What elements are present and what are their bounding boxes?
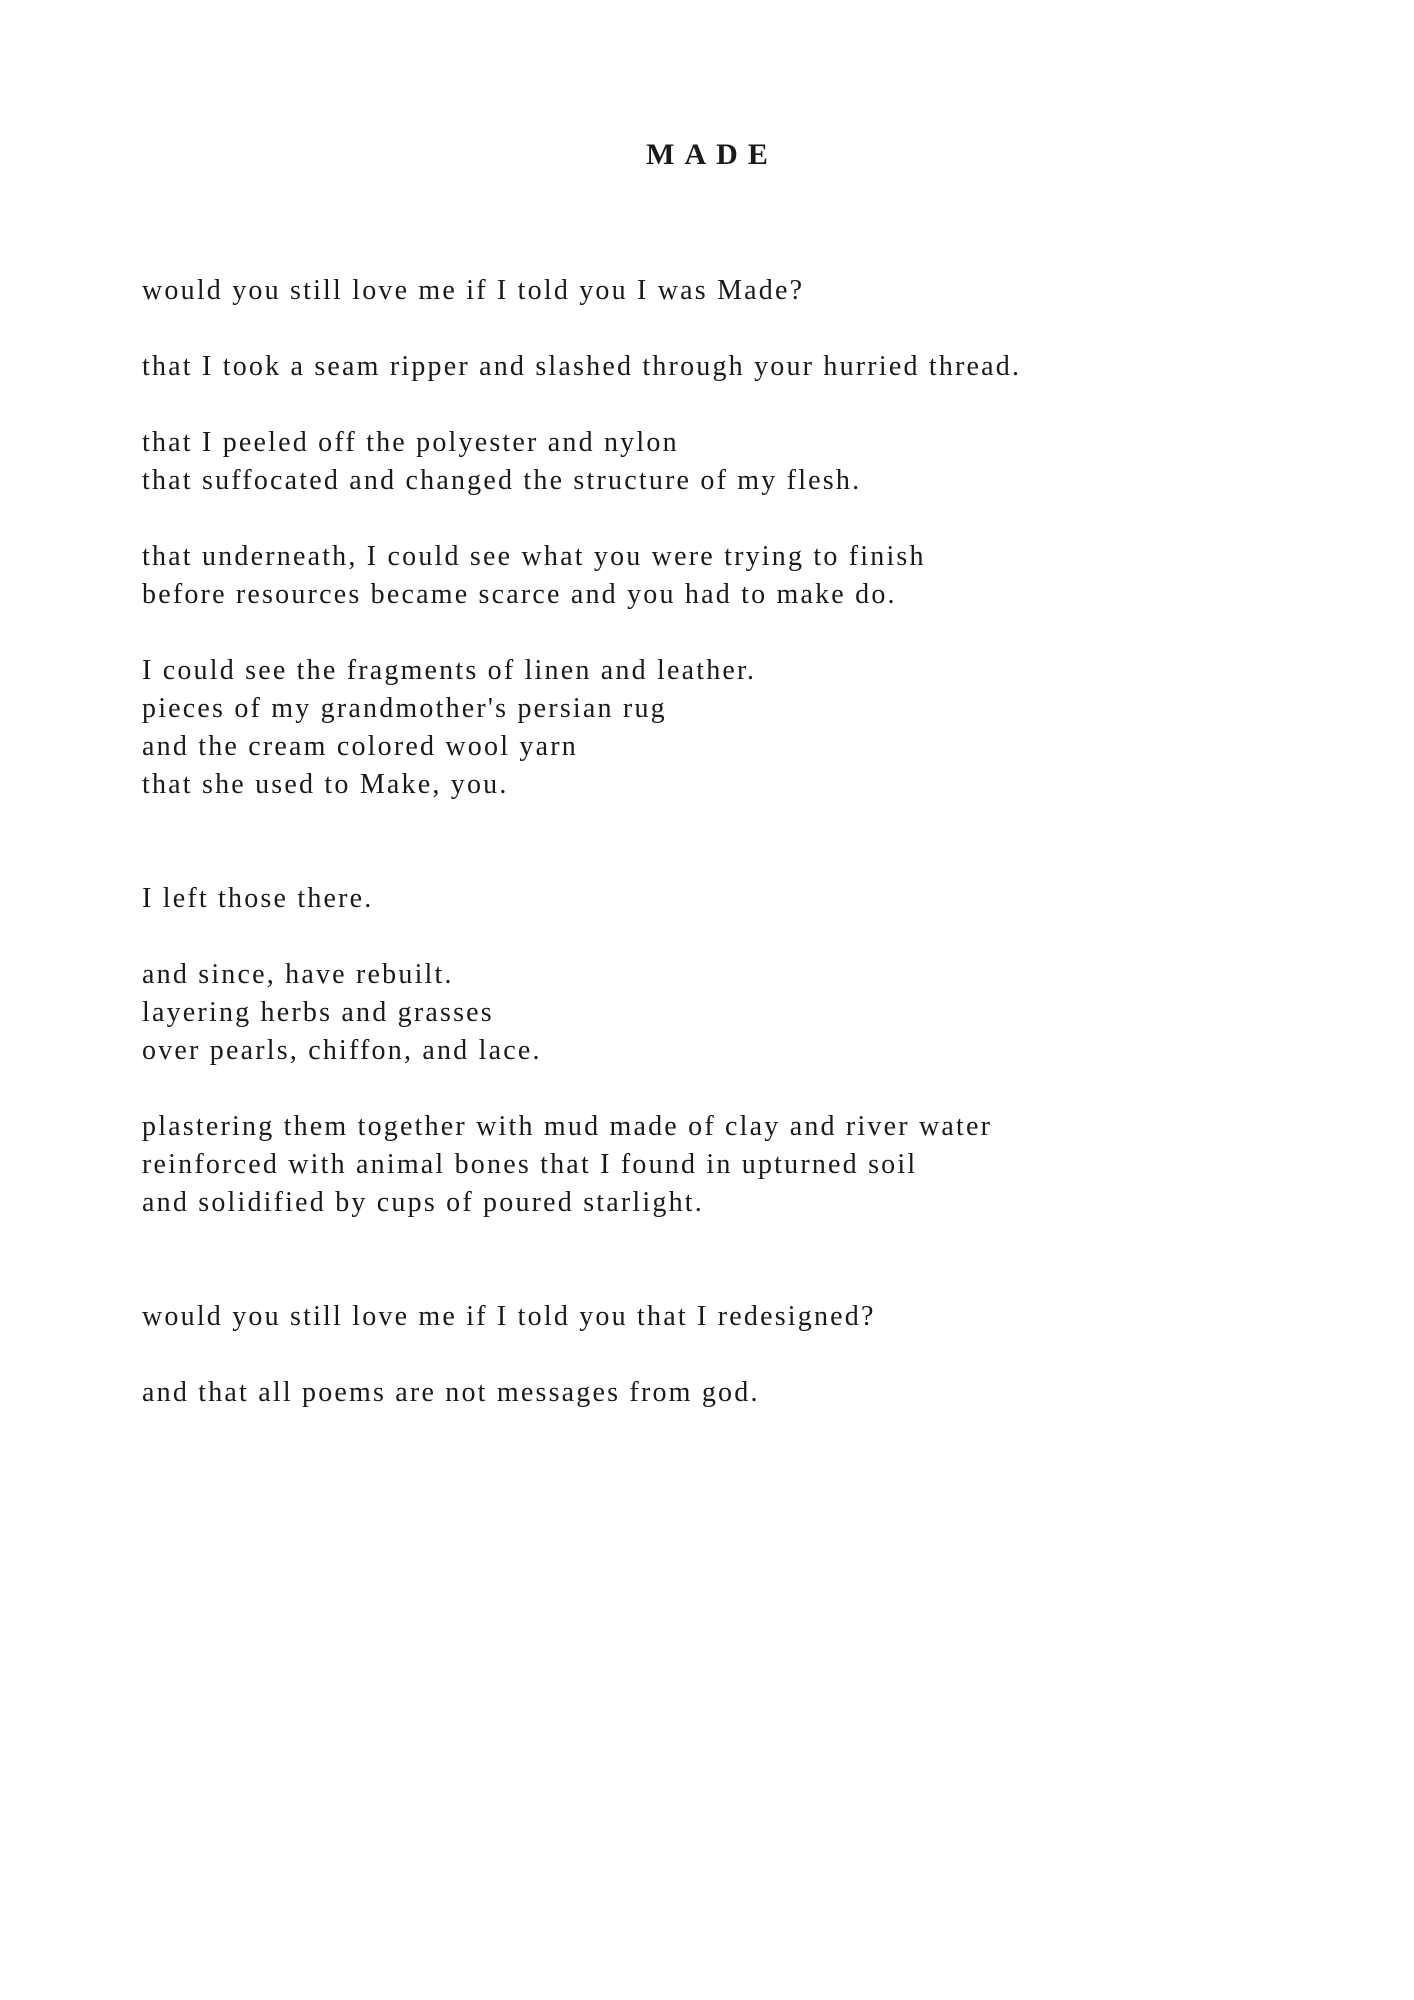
poem-line: that I took a seam ripper and slashed through your hurried thread. — [142, 351, 1022, 382]
poem-line: and since, have rebuilt. — [142, 959, 454, 990]
stanza — [142, 1108, 1292, 1222]
poem-line: I could see the fragments of linen and leather. — [142, 655, 757, 686]
poem-line: that I peeled off the polyester and nylon — [142, 427, 679, 458]
stanza — [142, 348, 1292, 386]
poem-line: layering herbs and grasses — [142, 997, 494, 1028]
poem-line: and solidified by cups of poured starlight. — [142, 1187, 704, 1218]
poem-line: would you still love me if I told you that I redesigned? — [142, 1301, 876, 1332]
poem-line: plastering them together with mud made of clay and river water — [142, 1111, 993, 1142]
stanza — [142, 424, 1292, 500]
poem-line: over pearls, chiffon, and lace. — [142, 1035, 542, 1066]
stanza — [142, 272, 1292, 310]
poem-title: MADE — [646, 138, 778, 171]
poem-line: and that all poems are not messages from god. — [142, 1377, 760, 1408]
poem-line: that underneath, I could see what you were trying to finish — [142, 541, 926, 572]
poem-line: that she used to Make, you. — [142, 769, 509, 800]
poem-line: pieces of my grandmother's persian rug — [142, 693, 667, 724]
stanza — [142, 956, 1292, 1070]
poem-body — [142, 272, 1292, 1412]
poem-line: reinforced with animal bones that I found in upturned soil — [142, 1149, 918, 1180]
stanza — [142, 880, 1292, 918]
poem-line: would you still love me if I told you I was Made? — [142, 275, 805, 306]
stanza — [142, 1374, 1292, 1412]
stanza — [142, 1298, 1292, 1336]
poem-line: I left those there. — [142, 883, 374, 914]
poem-line: that suffocated and changed the structure of my flesh. — [142, 465, 862, 496]
stanza — [142, 652, 1292, 804]
poem-line: before resources became scarce and you had to make do. — [142, 579, 897, 610]
poem-line: and the cream colored wool yarn — [142, 731, 578, 762]
stanza — [142, 538, 1292, 614]
